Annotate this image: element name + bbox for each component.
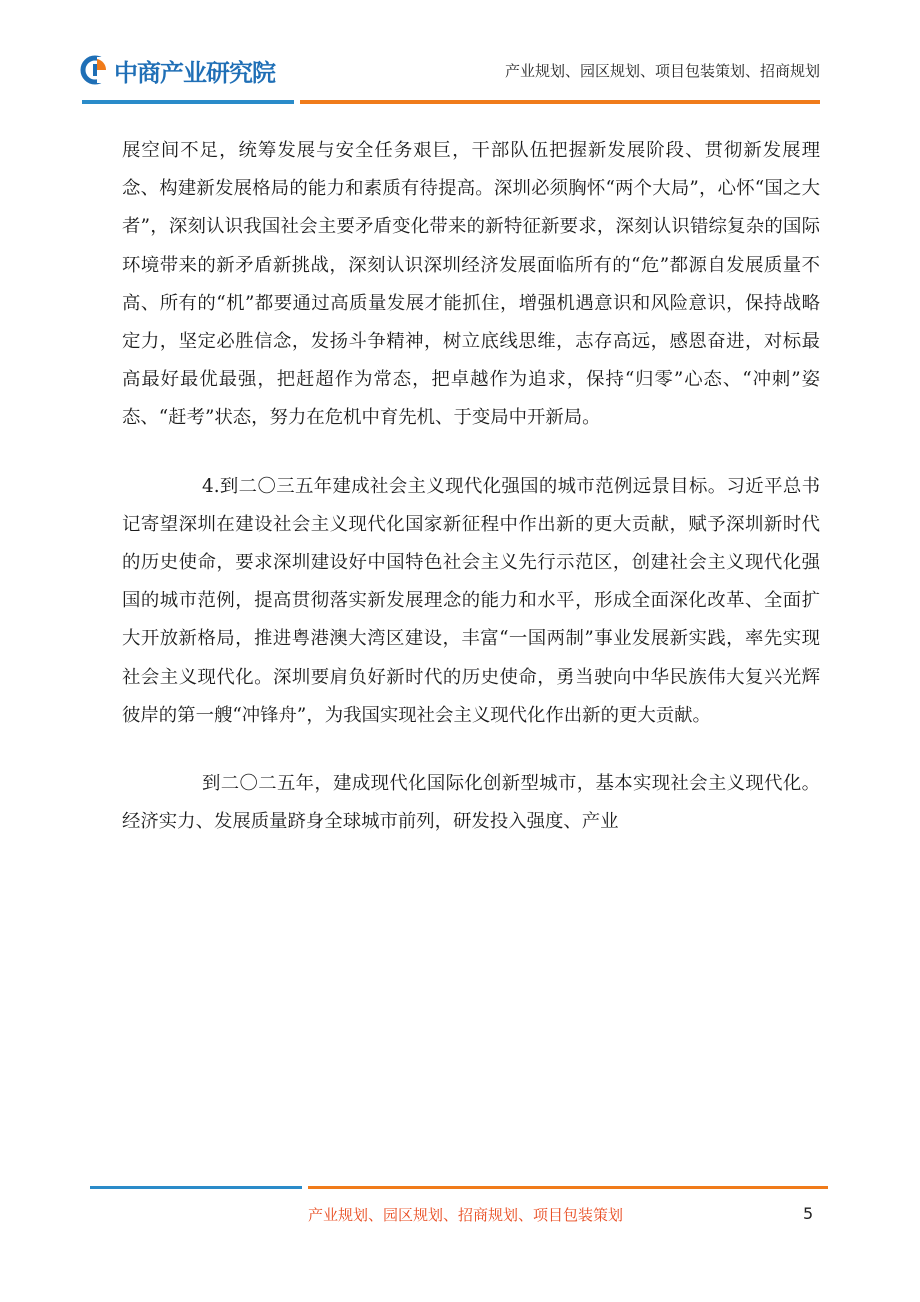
paragraph-gap [122,735,820,765]
page-header [0,0,920,110]
footer-divider-blue [90,1186,302,1189]
company-logo[interactable] [80,52,275,88]
document-body [122,132,820,841]
page-number: 5 [803,1204,814,1223]
logo-text: 中商产业研究院 [114,58,275,87]
paragraph-gap [122,438,820,468]
paragraph-3: 到二〇二五年，建成现代化国际化创新型城市，基本实现社会主义现代化。经济实力、发展质量跻身全球城市前列，研发投入强度、产业 [122,773,820,833]
header-divider-blue [82,100,294,104]
paragraph-1: 展空间不足，统筹发展与安全任务艰巨，干部队伍把握新发展阶段、贯彻新发展理念、构建新发展格局的能力和素质有待提高。深圳必须胸怀“两个大局”，心怀“国之大者”，深刻认识我国社会主要矛盾变化带来的新特征新要求，深刻认识错综复杂的国际环境带来的新矛盾新挑战，深刻认识深圳经济发展面临所有的“危”都源自发展质量不高、所有的“机”都要通过高质量发展才能抓住，增强机遇意识和风险意识，保持战略定力，坚定必胜信念，发扬斗争精神，树立底线思维，志存高远，感恩奋进，对标最高最好最优最强，把赶超作为常态，把卓越作为追求，保持“归零”心态、“冲刺”姿态、“赶考”状态，努力在危机中育先机、于变局中开新局。 [122,140,820,429]
footer-tagline: 产业规划、园区规划、招商规划、项目包装策划 [308,1206,624,1224]
paragraph-2: 4.到二〇三五年建成社会主义现代化强国的城市范例远景目标。习近平总书记寄望深圳在建设社会主义现代化国家新征程中作出新的更大贡献，赋予深圳新时代的历史使命，要求深圳建设好中国特色社会主义先行示范区，创建社会主义现代化强国的城市范例，提高贯彻落实新发展理念的能力和水平，形成全面深化改革、全面扩大开放新格局，推进粤港澳大湾区建设，丰富“一国两制”事业发展新实践，率先实现社会主义现代化。深圳要肩负好新时代的历史使命，勇当驶向中华民族伟大复兴光辉彼岸的第一艘“冲锋舟”，为我国实现社会主义现代化作出新的更大贡献。 [122,475,820,726]
footer-divider-orange [308,1186,828,1189]
header-divider-orange [300,100,820,104]
logo-icon [80,55,110,85]
header-tagline: 产业规划、园区规划、项目包装策划、招商规划 [504,62,820,80]
